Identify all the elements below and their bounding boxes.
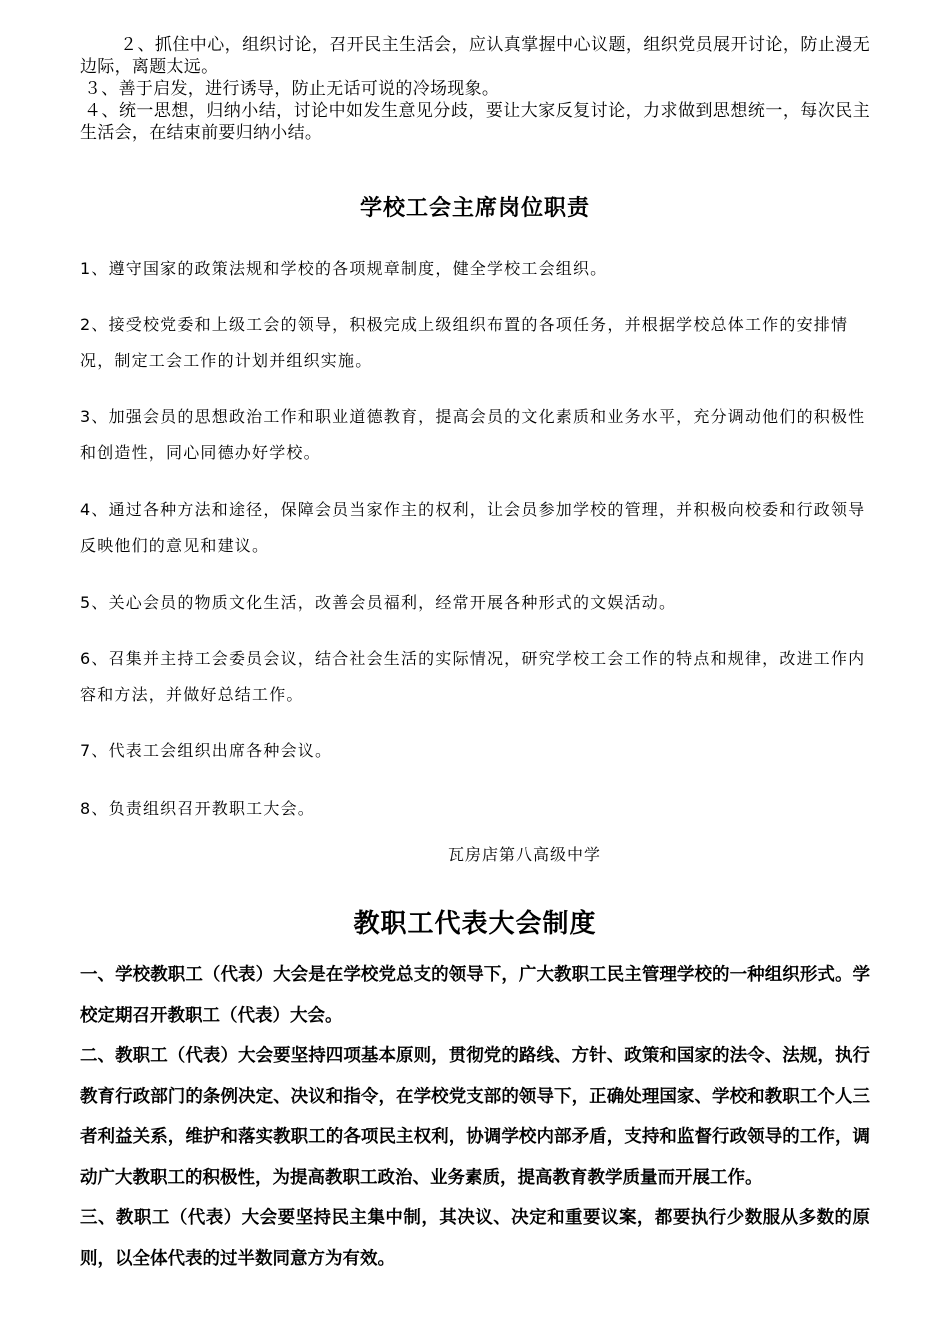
intro-section (80, 34, 870, 144)
intro-paragraph-3: ３、善于启发，进行诱导，防止无话可说的冷场现象。 (84, 79, 500, 99)
duty-item: 2、接受校党委和上级工会的领导，积极完成上级组织布置的各项任务，并根据学校总体工作的安排情况，制定工会工作的计划并组织实施。 (80, 315, 849, 370)
staff-congress-title: 教职工代表大会制度 (353, 909, 597, 939)
duty-item: 1、遵守国家的政策法规和学校的各项规章制度，健全学校工会组织。 (80, 259, 608, 278)
duty-item: 6、召集并主持工会委员会议，结合社会生活的实际情况，研究学校工会工作的特点和规律，改进工作内容和方法，并做好总结工作。 (80, 649, 866, 704)
rule-item: 一、学校教职工（代表）大会是在学校党总支的领导下，广大教职工民主管理学校的一种组织形式。学校定期召开教职工（代表）大会。 (80, 965, 870, 1026)
duty-item: 7、代表工会组织出席各种会议。 (80, 741, 333, 760)
duty-item: 8、负责组织召开教职工大会。 (80, 799, 315, 818)
intro-paragraph-2: ２、抓住中心，组织讨论，召开民主生活会，应认真掌握中心议题，组织党员展开讨论，防止漫无边际，离题太远。 (80, 35, 870, 77)
school-name: 瓦房店第八高级中学 (448, 845, 602, 864)
duty-item: 5、关心会员的物质文化生活，改善会员福利，经常开展各种形式的文娱活动。 (80, 593, 677, 612)
intro-paragraph-4: ４、统一思想，归纳小结，讨论中如发生意见分歧，要让大家反复讨论，力求做到思想统一，每次民主生活会，在结束前要归纳小结。 (80, 101, 870, 143)
union-chair-duties-title: 学校工会主席岗位职责 (359, 195, 590, 221)
staff-congress-rules (80, 955, 870, 1279)
rule-item: 二、教职工（代表）大会要坚持四项基本原则，贯彻党的路线、方针、政策和国家的法令、法规，执行教育行政部门的条例决定、决议和指令，在学校党支部的领导下，正确处理国家、学校和教职工个人三者利益关系，维护和落实教职工的各项民主权利，协调学校内部矛盾，支持和监督行政领导的工作，调动广大教职工的积极性，为提高教职工政治、业务素质，提高教育教学质量而开展工作。 (80, 1046, 870, 1188)
rule-item: 三、教职工（代表）大会要坚持民主集中制，其决议、决定和重要议案，都要执行少数服从多数的原则，以全体代表的过半数同意方为有效。 (80, 1208, 870, 1269)
duty-item: 4、通过各种方法和途径，保障会员当家作主的权利，让会员参加学校的管理，并积极向校委和行政领导反映他们的意见和建议。 (80, 500, 866, 555)
duty-item: 3、加强会员的思想政治工作和职业道德教育，提高会员的文化素质和业务水平，充分调动他们的积极性和创造性，同心同德办好学校。 (80, 407, 866, 462)
